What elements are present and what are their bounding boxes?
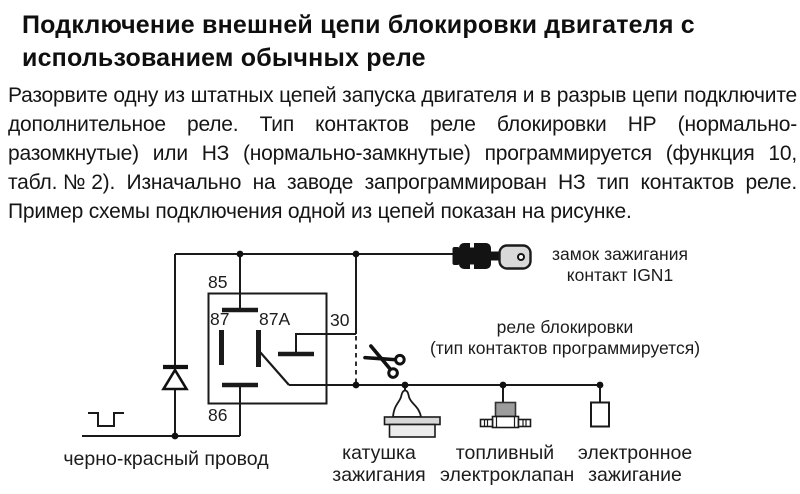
ignition-lock-label-line1: замок зажигания <box>552 244 688 264</box>
electronic-ignition-icon <box>591 403 609 427</box>
blocking-relay-label <box>420 317 710 358</box>
page-title-line2: использованием обычных реле <box>22 44 426 72</box>
blocking-relay-label-line1: реле блокировки <box>496 317 634 337</box>
fuel-valve-icon <box>481 403 531 428</box>
ignition-coil-label-line1: катушка <box>342 442 416 464</box>
ignition-lock-label-line2: контакт IGN1 <box>566 264 674 285</box>
pulse-icon <box>88 413 124 426</box>
page-title <box>22 9 695 75</box>
relay-pin-87a-label: 87A <box>259 309 291 329</box>
ignition-key-icon <box>453 243 531 269</box>
page-title-line1: Подключение внешней цепи блокировки двигателя с <box>22 11 695 39</box>
blocking-relay-label-line2: (тип контактов программируется) <box>429 337 701 358</box>
fuel-valve-label <box>440 442 575 486</box>
fuel-valve-label-line1: топливный <box>455 442 555 464</box>
relay-pin-30-label: 30 <box>330 310 350 330</box>
ignition-lock-label <box>540 244 700 285</box>
scissors-icon <box>363 341 406 379</box>
ignition-coil-label-line2: зажигания <box>332 463 426 486</box>
relay-pin-85-label: 85 <box>208 272 228 292</box>
ignition-coil-label <box>330 443 428 486</box>
electronic-ignition-label <box>574 443 696 486</box>
electronic-ignition-label-line2: зажигание <box>588 463 682 486</box>
relay-pin-87-label: 87 <box>210 309 230 329</box>
black-red-wire-label: черно-красный провод <box>63 448 269 470</box>
wiring-diagram <box>0 230 800 494</box>
fuel-valve-label-line2: электроклапан <box>440 463 575 486</box>
intro-paragraph: Разорвите одну из штатных цепей запуска двигателя и в разрыв цепи подключите дополнительное реле. Тип контактов реле блокировки НР (нормально-разомкнутые) или НЗ (нормально-замкнутые) программируется (функция 10, табл.№2). Изначально на заводе запрограммирован НЗ тип контактов реле. Пример схемы подключения одной из цепей показан на рисунке. <box>8 84 797 223</box>
electronic-ignition-label-line1: электронное <box>577 442 693 464</box>
ignition-coil-icon <box>385 391 441 438</box>
diode-icon <box>163 367 188 389</box>
relay-pin-86-label: 86 <box>208 405 228 425</box>
